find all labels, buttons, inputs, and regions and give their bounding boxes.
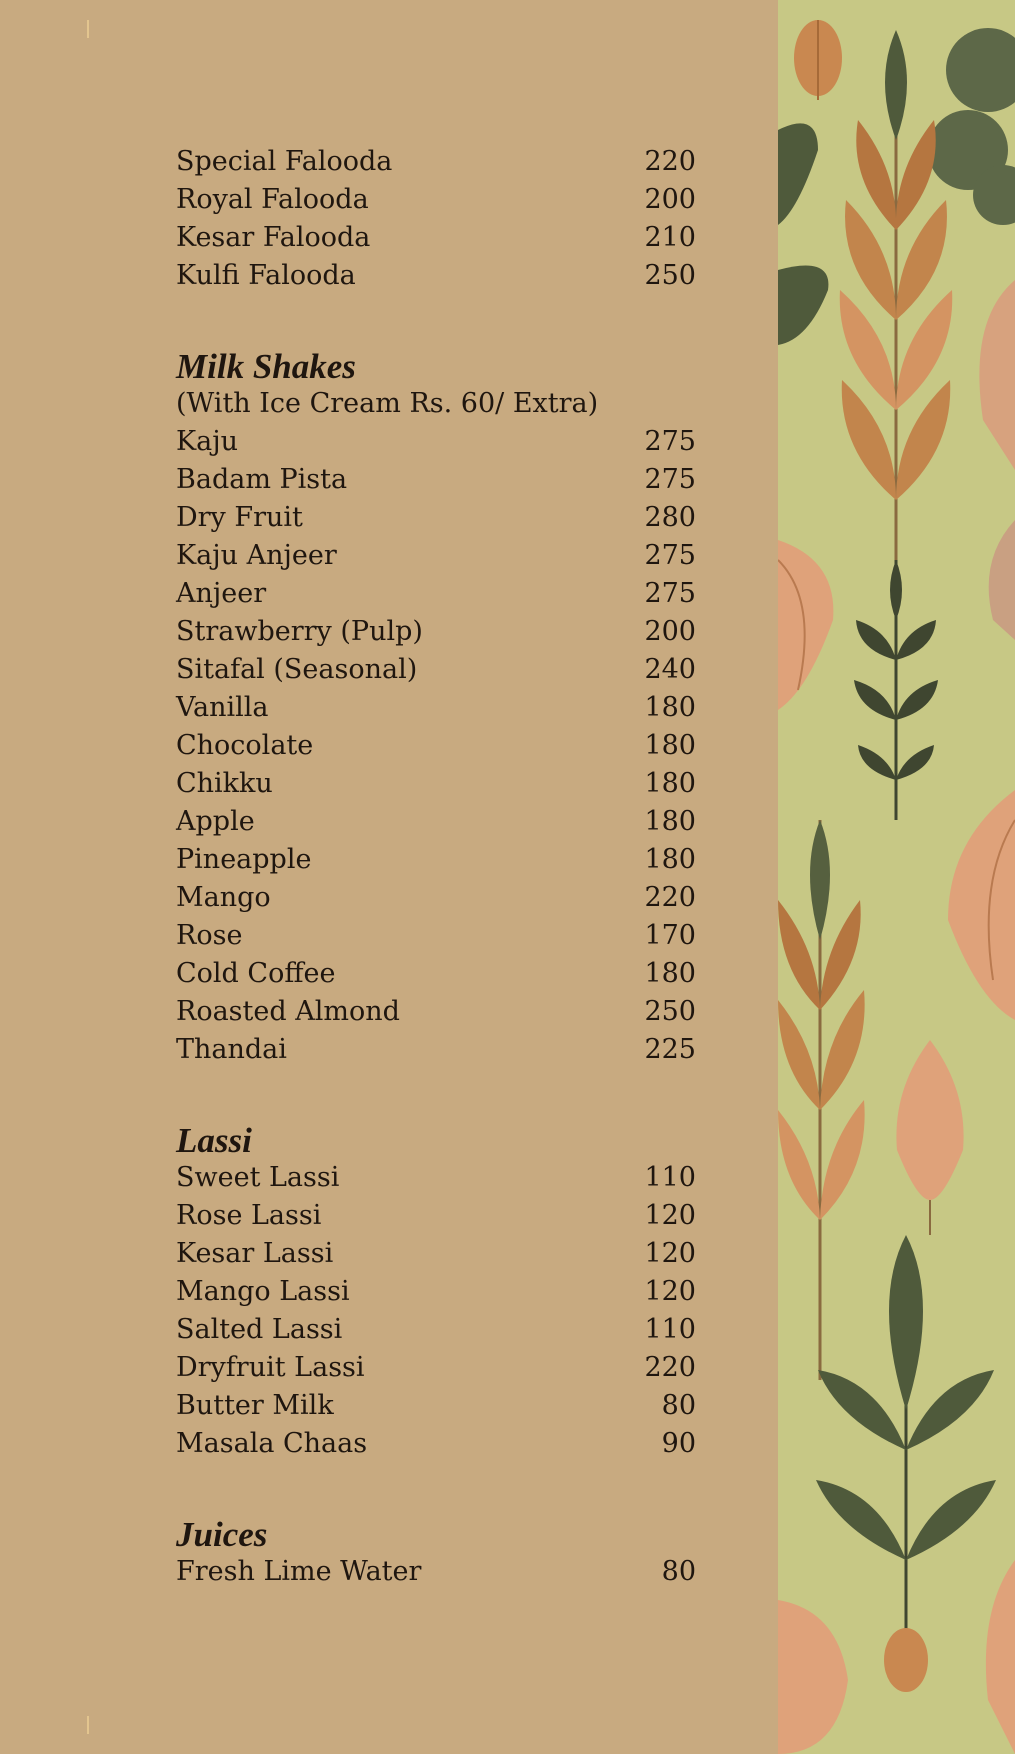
menu-item [176,184,696,222]
item-name: Masala Chaas [176,1428,368,1459]
item-name: Dry Fruit [176,502,303,533]
leaf-illustration [778,0,1015,1754]
section-note: (With Ice Cream Rs. 60/ Extra) [176,388,599,419]
item-name: Special Falooda [176,146,393,177]
botanical-leaf-pattern-icon [778,0,1015,1754]
menu-item [176,616,696,654]
item-price: 275 [644,578,696,609]
item-price: 180 [644,768,696,799]
item-price: 80 [661,1390,696,1421]
item-price: 210 [644,222,696,253]
menu-item [176,844,696,882]
item-name: Kesar Falooda [176,222,371,253]
menu-item [176,1556,696,1594]
menu-item [176,1428,696,1466]
menu-item [176,260,696,298]
item-price: 220 [644,882,696,913]
item-name: Cold Coffee [176,958,336,989]
menu-item [176,1034,696,1072]
item-price: 110 [644,1314,696,1345]
item-name: Strawberry (Pulp) [176,616,423,647]
item-price: 250 [644,996,696,1027]
menu-item [176,578,696,616]
item-price: 200 [644,184,696,215]
item-price: 120 [644,1276,696,1307]
item-name: Chocolate [176,730,314,761]
menu-item [176,768,696,806]
item-name: Kesar Lassi [176,1238,334,1269]
section-heading: Milk Shakes [176,347,356,386]
item-price: 280 [644,502,696,533]
item-name: Sweet Lassi [176,1162,340,1193]
menu-item [176,464,696,502]
menu-section-milk-shakes [176,346,696,1072]
menu-item [176,1162,696,1200]
menu-item [176,806,696,844]
item-name: Kulfi Falooda [176,260,356,291]
item-price: 120 [644,1200,696,1231]
item-name: Badam Pista [176,464,348,495]
item-name: Chikku [176,768,273,799]
menu-item [176,920,696,958]
item-name: Salted Lassi [176,1314,343,1345]
item-price: 180 [644,806,696,837]
item-price: 275 [644,426,696,457]
menu-section-lassi [176,1120,696,1466]
item-name: Roasted Almond [176,996,400,1027]
item-name: Kaju [176,426,239,457]
item-price: 250 [644,260,696,291]
menu-item [176,654,696,692]
menu-item [176,996,696,1034]
menu-item [176,1276,696,1314]
menu-item [176,958,696,996]
item-name: Dryfruit Lassi [176,1352,365,1383]
menu-item [176,1238,696,1276]
item-name: Mango Lassi [176,1276,350,1307]
menu-section-juices [176,1514,696,1594]
item-price: 170 [644,920,696,951]
item-name: Pineapple [176,844,312,875]
item-name: Apple [176,806,255,837]
item-name: Kaju Anjeer [176,540,337,571]
item-price: 90 [661,1428,696,1459]
menu-item [176,1314,696,1352]
item-price: 240 [644,654,696,685]
item-name: Vanilla [176,692,269,723]
menu-section-falooda [176,146,696,298]
item-price: 220 [644,1352,696,1383]
item-price: 180 [644,844,696,875]
menu-item [176,1200,696,1238]
item-price: 110 [644,1162,696,1193]
menu-content [176,146,696,1594]
item-name: Rose Lassi [176,1200,322,1231]
item-price: 180 [644,692,696,723]
item-price: 120 [644,1238,696,1269]
menu-item [176,426,696,464]
item-name: Anjeer [176,578,267,609]
section-heading: Juices [176,1515,268,1554]
item-name: Rose [176,920,243,951]
top-crop-mark [87,20,89,38]
menu-item [176,692,696,730]
menu-item [176,730,696,768]
item-price: 80 [661,1556,696,1587]
item-name: Thandai [176,1034,287,1065]
item-price: 225 [644,1034,696,1065]
menu-item [176,540,696,578]
menu-item [176,146,696,184]
menu-item [176,1390,696,1428]
item-price: 180 [644,958,696,989]
item-price: 220 [644,146,696,177]
menu-item [176,502,696,540]
item-name: Fresh Lime Water [176,1556,422,1587]
item-name: Royal Falooda [176,184,369,215]
section-heading: Lassi [176,1121,252,1160]
menu-item [176,222,696,260]
item-price: 275 [644,540,696,571]
menu-item [176,882,696,920]
item-price: 200 [644,616,696,647]
item-name: Sitafal (Seasonal) [176,654,418,685]
item-name: Mango [176,882,271,913]
item-price: 180 [644,730,696,761]
item-name: Butter Milk [176,1390,334,1421]
item-price: 275 [644,464,696,495]
bottom-crop-mark [87,1716,89,1734]
menu-item [176,1352,696,1390]
